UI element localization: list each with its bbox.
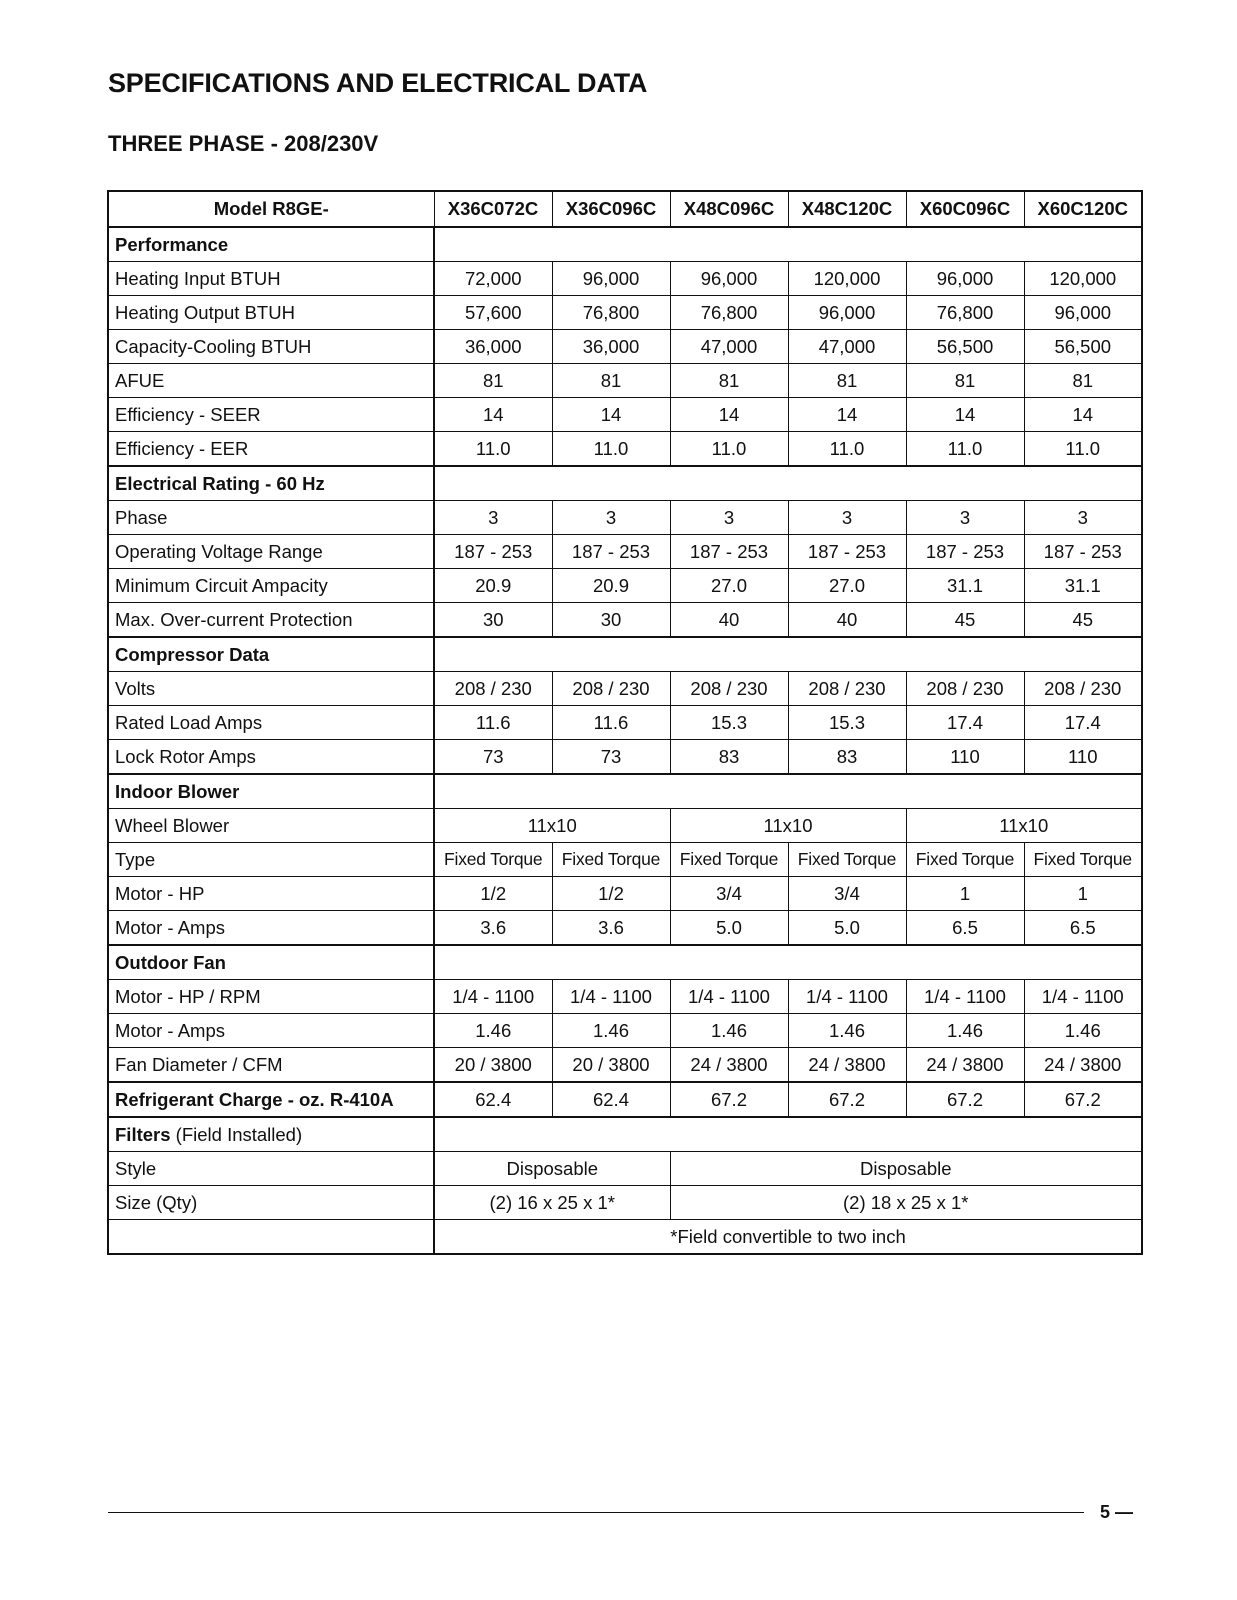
cell: 45 <box>1024 603 1142 638</box>
cell: 67.2 <box>670 1082 788 1117</box>
table-row <box>108 1014 1142 1048</box>
cell: 1/4 - 1100 <box>434 980 552 1014</box>
table-row <box>108 569 1142 603</box>
cell: 1/2 <box>434 877 552 911</box>
header-model-2: X36C096C <box>552 191 670 227</box>
cell: 81 <box>1024 364 1142 398</box>
table-row <box>108 911 1142 946</box>
cell: 11x10 <box>434 809 670 843</box>
cell: 1.46 <box>1024 1014 1142 1048</box>
header-model-5: X60C096C <box>906 191 1024 227</box>
cell: 31.1 <box>1024 569 1142 603</box>
header-model-3: X48C096C <box>670 191 788 227</box>
cell: Fixed Torque <box>1024 843 1142 877</box>
cell: 96,000 <box>670 262 788 296</box>
cell: 40 <box>670 603 788 638</box>
header-model-6: X60C120C <box>1024 191 1142 227</box>
row-label: Wheel Blower <box>108 809 434 843</box>
row-label: Max. Over-current Protection <box>108 603 434 638</box>
section-outdoor-fan-title: Outdoor Fan <box>108 945 434 980</box>
cell: 3.6 <box>552 911 670 946</box>
section-row <box>108 1117 1142 1152</box>
cell: Fixed Torque <box>552 843 670 877</box>
row-label: Rated Load Amps <box>108 706 434 740</box>
cell: (2) 16 x 25 x 1* <box>434 1186 670 1220</box>
row-label: Size (Qty) <box>108 1186 434 1220</box>
cell: 1/4 - 1100 <box>906 980 1024 1014</box>
page-number: 5 — <box>1100 1502 1134 1522</box>
cell: 83 <box>670 740 788 775</box>
cell: Fixed Torque <box>788 843 906 877</box>
table-row <box>108 432 1142 467</box>
cell: 96,000 <box>906 262 1024 296</box>
cell: 14 <box>552 398 670 432</box>
cell: 20 / 3800 <box>434 1048 552 1083</box>
cell: 96,000 <box>788 296 906 330</box>
row-label: Volts <box>108 672 434 706</box>
cell: 73 <box>434 740 552 775</box>
cell: 76,800 <box>552 296 670 330</box>
cell: 47,000 <box>788 330 906 364</box>
table-row <box>108 809 1142 843</box>
cell: 11.0 <box>434 432 552 467</box>
table-row <box>108 877 1142 911</box>
table-row <box>108 501 1142 535</box>
cell: 81 <box>552 364 670 398</box>
cell: 47,000 <box>670 330 788 364</box>
cell: 5.0 <box>670 911 788 946</box>
section-row <box>108 774 1142 809</box>
cell: 15.3 <box>788 706 906 740</box>
cell: 20.9 <box>434 569 552 603</box>
cell: 5.0 <box>788 911 906 946</box>
cell: 3 <box>434 501 552 535</box>
cell: 40 <box>788 603 906 638</box>
cell: 73 <box>552 740 670 775</box>
section-row <box>108 466 1142 501</box>
cell: 187 - 253 <box>788 535 906 569</box>
cell: 81 <box>670 364 788 398</box>
cell: 187 - 253 <box>434 535 552 569</box>
cell: 1.46 <box>906 1014 1024 1048</box>
cell: 3 <box>906 501 1024 535</box>
cell: 31.1 <box>906 569 1024 603</box>
cell: 72,000 <box>434 262 552 296</box>
cell: 11x10 <box>670 809 906 843</box>
cell: Fixed Torque <box>434 843 552 877</box>
cell: 27.0 <box>670 569 788 603</box>
cell: Fixed Torque <box>670 843 788 877</box>
cell: 14 <box>906 398 1024 432</box>
header-model-4: X48C120C <box>788 191 906 227</box>
cell: 27.0 <box>788 569 906 603</box>
cell: 24 / 3800 <box>788 1048 906 1083</box>
row-label: AFUE <box>108 364 434 398</box>
cell: 1.46 <box>552 1014 670 1048</box>
cell: 3/4 <box>788 877 906 911</box>
table-header-row <box>108 191 1142 227</box>
cell: 110 <box>1024 740 1142 775</box>
table-row <box>108 843 1142 877</box>
row-label: Operating Voltage Range <box>108 535 434 569</box>
table-row <box>108 364 1142 398</box>
cell: 24 / 3800 <box>1024 1048 1142 1083</box>
cell: 11.6 <box>552 706 670 740</box>
cell: 17.4 <box>1024 706 1142 740</box>
page-subtitle: THREE PHASE - 208/230V <box>108 131 379 156</box>
row-label: Capacity-Cooling BTUH <box>108 330 434 364</box>
row-label: Motor - HP <box>108 877 434 911</box>
cell: 1/2 <box>552 877 670 911</box>
cell: 62.4 <box>434 1082 552 1117</box>
row-label: Motor - HP / RPM <box>108 980 434 1014</box>
cell: Disposable <box>670 1152 1142 1186</box>
table-row <box>108 398 1142 432</box>
cell: 1/4 - 1100 <box>552 980 670 1014</box>
row-label: Type <box>108 843 434 877</box>
cell: 20 / 3800 <box>552 1048 670 1083</box>
cell: 11.0 <box>1024 432 1142 467</box>
cell: 17.4 <box>906 706 1024 740</box>
cell: 14 <box>1024 398 1142 432</box>
section-performance-title: Performance <box>108 227 434 262</box>
cell: 187 - 253 <box>1024 535 1142 569</box>
cell: 3.6 <box>434 911 552 946</box>
cell: 208 / 230 <box>552 672 670 706</box>
row-label: Efficiency - SEER <box>108 398 434 432</box>
cell: 11.0 <box>552 432 670 467</box>
cell: Fixed Torque <box>906 843 1024 877</box>
cell: 3 <box>670 501 788 535</box>
header-model-1: X36C072C <box>434 191 552 227</box>
cell: 208 / 230 <box>906 672 1024 706</box>
cell: 83 <box>788 740 906 775</box>
cell: 1.46 <box>788 1014 906 1048</box>
cell: 11x10 <box>906 809 1142 843</box>
section-row <box>108 945 1142 980</box>
cell: 187 - 253 <box>552 535 670 569</box>
cell: 30 <box>434 603 552 638</box>
cell: 120,000 <box>1024 262 1142 296</box>
row-label: Motor - Amps <box>108 1014 434 1048</box>
cell: 24 / 3800 <box>906 1048 1024 1083</box>
cell: 30 <box>552 603 670 638</box>
cell: 14 <box>434 398 552 432</box>
row-label: Fan Diameter / CFM <box>108 1048 434 1083</box>
table-row <box>108 535 1142 569</box>
table-row <box>108 706 1142 740</box>
cell: 11.6 <box>434 706 552 740</box>
cell: 11.0 <box>906 432 1024 467</box>
cell: 6.5 <box>1024 911 1142 946</box>
section-row <box>108 227 1142 262</box>
section-filters-cell <box>108 1117 434 1152</box>
table-row <box>108 1152 1142 1186</box>
row-label: Phase <box>108 501 434 535</box>
cell: 81 <box>906 364 1024 398</box>
page-title: SPECIFICATIONS AND ELECTRICAL DATA <box>108 68 648 98</box>
table-row <box>108 740 1142 775</box>
section-row <box>108 637 1142 672</box>
cell: 1/4 - 1100 <box>670 980 788 1014</box>
header-model-label: Model R8GE- <box>108 191 434 227</box>
cell: 20.9 <box>552 569 670 603</box>
cell: 67.2 <box>906 1082 1024 1117</box>
cell: 56,500 <box>906 330 1024 364</box>
cell: 3 <box>788 501 906 535</box>
cell: 24 / 3800 <box>670 1048 788 1083</box>
section-filters-title: Filters <box>115 1123 171 1145</box>
table-row <box>108 1048 1142 1083</box>
table-row <box>108 603 1142 638</box>
row-label: Style <box>108 1152 434 1186</box>
row-label: Motor - Amps <box>108 911 434 946</box>
cell: 187 - 253 <box>670 535 788 569</box>
cell: 110 <box>906 740 1024 775</box>
cell: 11.0 <box>788 432 906 467</box>
cell: 62.4 <box>552 1082 670 1117</box>
table-row <box>108 330 1142 364</box>
cell: 67.2 <box>1024 1082 1142 1117</box>
cell: 3 <box>552 501 670 535</box>
section-refrigerant-title: Refrigerant Charge - oz. R-410A <box>108 1082 434 1117</box>
section-indoor-blower-title: Indoor Blower <box>108 774 434 809</box>
section-electrical-title: Electrical Rating - 60 Hz <box>108 466 434 501</box>
cell: 45 <box>906 603 1024 638</box>
footer-rule <box>108 1512 1084 1513</box>
cell: 1.46 <box>434 1014 552 1048</box>
section-filters-note: (Field Installed) <box>175 1123 303 1145</box>
cell: 81 <box>434 364 552 398</box>
table-row <box>108 1220 1142 1255</box>
cell: 1.46 <box>670 1014 788 1048</box>
cell: 67.2 <box>788 1082 906 1117</box>
table-row <box>108 1082 1142 1117</box>
cell: 96,000 <box>1024 296 1142 330</box>
specifications-table <box>107 190 1143 1255</box>
cell: 1 <box>906 877 1024 911</box>
cell: 1/4 - 1100 <box>788 980 906 1014</box>
row-label: Efficiency - EER <box>108 432 434 467</box>
cell: 76,800 <box>906 296 1024 330</box>
row-label: Lock Rotor Amps <box>108 740 434 775</box>
cell: Disposable <box>434 1152 670 1186</box>
row-label: Heating Input BTUH <box>108 262 434 296</box>
cell: 6.5 <box>906 911 1024 946</box>
table-row <box>108 1186 1142 1220</box>
cell: 57,600 <box>434 296 552 330</box>
cell: 187 - 253 <box>906 535 1024 569</box>
filters-footnote: *Field convertible to two inch <box>434 1220 1142 1255</box>
cell: (2) 18 x 25 x 1* <box>670 1186 1142 1220</box>
cell: 15.3 <box>670 706 788 740</box>
cell: 11.0 <box>670 432 788 467</box>
cell: 208 / 230 <box>1024 672 1142 706</box>
cell: 120,000 <box>788 262 906 296</box>
table-row <box>108 980 1142 1014</box>
row-label: Minimum Circuit Ampacity <box>108 569 434 603</box>
cell: 81 <box>788 364 906 398</box>
cell: 14 <box>788 398 906 432</box>
cell: 36,000 <box>434 330 552 364</box>
table-row <box>108 296 1142 330</box>
cell: 96,000 <box>552 262 670 296</box>
table-row <box>108 672 1142 706</box>
cell: 36,000 <box>552 330 670 364</box>
cell: 208 / 230 <box>434 672 552 706</box>
table-row <box>108 262 1142 296</box>
cell: 1 <box>1024 877 1142 911</box>
cell: 3/4 <box>670 877 788 911</box>
section-compressor-title: Compressor Data <box>108 637 434 672</box>
cell: 208 / 230 <box>788 672 906 706</box>
row-label: Heating Output BTUH <box>108 296 434 330</box>
cell: 56,500 <box>1024 330 1142 364</box>
cell: 76,800 <box>670 296 788 330</box>
cell: 3 <box>1024 501 1142 535</box>
cell: 1/4 - 1100 <box>1024 980 1142 1014</box>
cell: 208 / 230 <box>670 672 788 706</box>
cell: 14 <box>670 398 788 432</box>
